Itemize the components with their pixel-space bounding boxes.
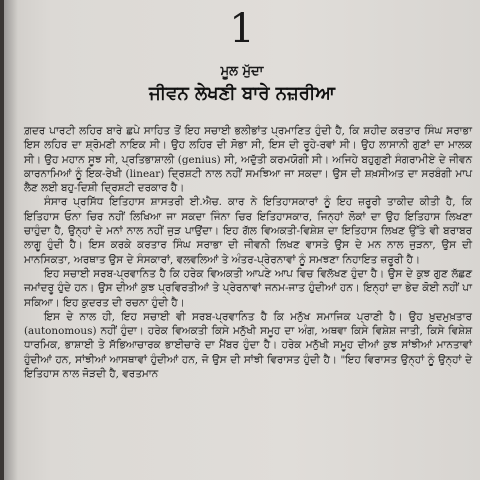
paragraph: ਸੰਸਾਰ ਪ੍ਰਸਿੱਧ ਇਤਿਹਾਸ ਸ਼ਾਸਤਰੀ ਈ.ਐਚ. ਕਾਰ ਨੇ ਇਤਿਹਾਸਕਾਰਾਂ ਨੂੰ ਇਹ ਜ਼ਰੂਰੀ ਤਾਕੀਦ ਕੀਤੀ ਹੈ, ਕਿ ਇਤਿਹਾਸ ਓਨਾ ਚਿਰ ਨਹੀਂ ਲਿਖਿਆ ਜਾ ਸਕਦਾ ਜਿੰਨਾ ਚਿਰ ਇਤਿਹਾਸਕਾਰ, ਜਿਨ੍ਹਾਂ ਲੋਕਾਂ ਦਾ ਉਹ ਇਤਿਹਾਸ ਲਿਖਣਾ ਚਾਹੁੰਦਾ ਹੈ, ਉਨ੍ਹਾਂ ਦੇ ਮਨਾਂ ਨਾਲ ਨਹੀਂ ਜੁੜ ਪਾਉਂਦਾ। ਇਹ ਗੱਲ ਵਿਅਕਤੀ-ਵਿਸ਼ੇਸ਼ ਦਾ ਇਤਿਹਾਸ ਲਿਖਣ ਉੱਤੇ ਵੀ ਬਰਾਬਰ ਲਾਗੂ ਹੁੰਦੀ ਹੈ। ਇਸ ਕਰਕੇ ਕਰਤਾਰ ਸਿੰਘ ਸਰਾਭਾ ਦੀ ਜੀਵਨੀ ਲਿਖਣ ਵਾਸਤੇ ਉਸ ਦੇ ਮਨ ਨਾਲ ਜੁੜਨਾ, ਉਸ ਦੀ ਮਾਨਸਿਕਤਾ, ਅਰਥਾਤ ਉਸ ਦੇ ਸੰਸਕਾਰਾਂ, ਵਲਵਲਿਆਂ ਤੇ ਅੰਤਰ-ਪ੍ਰੇਰਨਾਵਾਂ ਨੂੰ ਸਮਝਣਾ ਨਿਹਾਇਤ ਜ਼ਰੂਰੀ ਹੈ। bbox=[24, 196, 472, 266]
chapter-subtitle: ਮੂਲ ਮੁੱਦਾ bbox=[220, 64, 264, 79]
paragraph: ਇਹ ਸਚਾਈ ਸਰਬ-ਪ੍ਰਵਾਨਿਤ ਹੈ ਕਿ ਹਰੇਕ ਵਿਅਕਤੀ ਆਪਣੇ ਆਪ ਵਿਚ ਵਿਲੱਖਣ ਹੁੰਦਾ ਹੈ। ਉਸ ਦੇ ਕੁਝ ਗੁਣ ਲੱਛਣ ਜਮਾਂਦਰੂ ਹੁੰਦੇ ਹਨ। ਉਸ ਦੀਆਂ ਕੁਝ ਪ੍ਰਵਿਰਤੀਆਂ ਤੇ ਪ੍ਰੇਰਨਾਵਾਂ ਜਨਮ-ਜਾਤ ਹੁੰਦੀਆਂ ਹਨ। ਇਨ੍ਹਾਂ ਦਾ ਭੇਦ ਕੋਈ ਨਹੀਂ ਪਾ ਸਕਿਆ। ਇਹ ਕੁਦਰਤ ਦੀ ਰਚਨਾ ਹੁੰਦੀ ਹੈ। bbox=[24, 267, 472, 309]
body-text bbox=[24, 124, 472, 381]
book-page bbox=[4, 0, 480, 480]
chapter-title: ਜੀਵਨ ਲੇਖਣੀ ਬਾਰੇ ਨਜ਼ਰੀਆ bbox=[149, 83, 335, 104]
paragraph: ਗ਼ਦਰ ਪਾਰਟੀ ਲਹਿਰ ਬਾਰੇ ਛਪੇ ਸਾਹਿਤ ਤੋਂ ਇਹ ਸਚਾਈ ਭਲੀਭਾਂਤ ਪ੍ਰਮਾਣਿਤ ਹੁੰਦੀ ਹੈ, ਕਿ ਸ਼ਹੀਦ ਕਰਤਾਰ ਸਿੰਘ ਸਰਾਭਾ ਇਸ ਲਹਿਰ ਦਾ ਸ਼੍ਰੋਮਣੀ ਨਾਇਕ ਸੀ। ਉਹ ਲਹਿਰ ਦੀ ਸੋਭਾ ਸੀ, ਇਸ ਦੀ ਰੂਹੇ-ਰਵਾਂ ਸੀ। ਉਹ ਲਾਸਾਨੀ ਗੁਣਾਂ ਦਾ ਮਾਲਕ ਸੀ। ਉਹ ਮਹਾਨ ਸੂਝ ਸੀ, ਪ੍ਰਤਿਭਾਸ਼ਾਲੀ (genius) ਸੀ, ਅਦੁੱਤੀ ਕਰਮਯੋਗੀ ਸੀ। ਅਜਿਹੇ ਬਹੁਗੁਣੀ ਸੰਗਰਾਮੀਏ ਦੇ ਜੀਵਨ ਕਾਰਨਾਮਿਆਂ ਨੂੰ ਇਕ-ਰੇਖੀ (linear) ਦ੍ਰਿਸ਼ਟੀ ਨਾਲ ਨਹੀਂ ਸਮਝਿਆ ਜਾ ਸਕਦਾ। ਉਸ ਦੀ ਸ਼ਖ਼ਸੀਅਤ ਦਾ ਸਰਬੰਗੀ ਮਾਪ ਲੈਣ ਲਈ ਬਹੁ-ਦਿਸ਼ੀ ਦ੍ਰਿਸ਼ਟੀ ਦਰਕਾਰ ਹੈ। bbox=[24, 125, 472, 195]
paragraph: ਇਸ ਦੇ ਨਾਲ ਹੀ, ਇਹ ਸਚਾਈ ਵੀ ਸਰਬ-ਪ੍ਰਵਾਨਿਤ ਹੈ ਕਿ ਮਨੁੱਖ ਸਮਾਜਿਕ ਪ੍ਰਾਣੀ ਹੈ। ਉਹ ਖ਼ੁਦਮੁਖ਼ਤਾਰ (autonomous) ਨਹੀਂ ਹੁੰਦਾ। ਹਰੇਕ ਵਿਅਕਤੀ ਕਿਸੇ ਮਨੁੱਖੀ ਸਮੂਹ ਦਾ ਅੰਗ, ਅਥਵਾ ਕਿਸੇ ਵਿਸ਼ੇਸ਼ ਜਾਤੀ, ਕਿਸੇ ਵਿਸ਼ੇਸ਼ ਧਾਰਮਿਕ, ਭਾਸ਼ਾਈ ਤੇ ਸੱਭਿਆਚਾਰਕ ਭਾਈਚਾਰੇ ਦਾ ਮੈਂਬਰ ਹੁੰਦਾ ਹੈ। ਹਰੇਕ ਮਨੁੱਖੀ ਸਮੂਹ ਦੀਆਂ ਕੁਝ ਸਾਂਝੀਆਂ ਮਾਨਤਾਵਾਂ ਹੁੰਦੀਆਂ ਹਨ, ਸਾਂਝੀਆਂ ਆਸਥਾਵਾਂ ਹੁੰਦੀਆਂ ਹਨ, ਜੋ ਉਸ ਦੀ ਸਾਂਝੀ ਵਿਰਾਸਤ ਹੁੰਦੀ ਹੈ। "ਇਹ ਵਿਰਾਸਤ ਉਨ੍ਹਾਂ ਨੂੰ ਉਨ੍ਹਾਂ ਦੇ ਇਤਿਹਾਸ ਨਾਲ ਜੋੜਦੀ ਹੈ, ਵਰਤਮਾਨ bbox=[24, 310, 472, 381]
chapter-number: 1 bbox=[229, 6, 255, 52]
